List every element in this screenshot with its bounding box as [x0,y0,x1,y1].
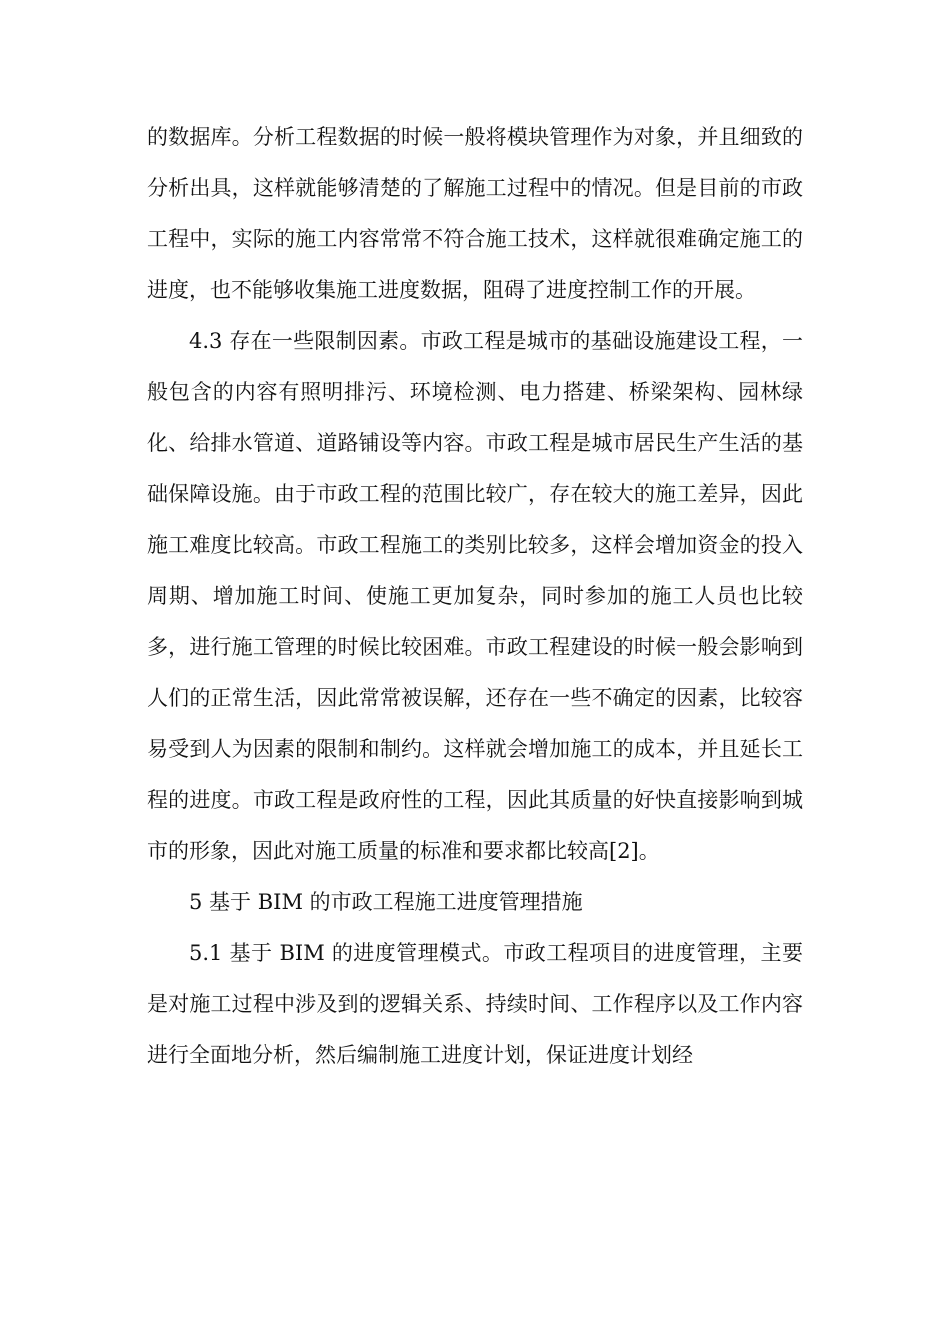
body-paragraph-4-3-limiting-factors: 4.3 存在一些限制因素。市政工程是城市的基础设施建设工程，一般包含的内容有照明排污、环境检测、电力搭建、桥梁架构、园林绿化、给排水管道、道路铺设等内容。市政工程是城市居民生产生活的基础保障设施。由于市政工程的范围比较广，存在较大的施工差异，因此施工难度比较高。市政工程施工的类别比较多，这样会增加资金的投入周期、增加施工时间、使施工更加复杂，同时参加的施工人员也比较多，进行施工管理的时候比较困难。市政工程建设的时候一般会影响到人们的正常生活，因此常常被误解，还存在一些不确定的因素，比较容易受到人为因素的限制和制约。这样就会增加施工的成本，并且延长工程的进度。市政工程是政府性的工程，因此其质量的好快直接影响到城市的形象，因此对施工质量的标准和要求都比较高[2]。 [147,329,803,863]
body-paragraph-5-1: 5.1 基于 BIM 的进度管理模式。市政工程项目的进度管理，主要是对施工过程中涉及到的逻辑关系、持续时间、工作程序以及工作内容进行全面地分析，然后编制施工进度计划，保证进度计划经 [147,941,803,1067]
body-paragraph-1: 的数据库。分析工程数据的时候一般将模块管理作为对象，并且细致的分析出具，这样就能够清楚的了解施工过程中的情况。但是目前的市政工程中，实际的施工内容常常不符合施工技术，这样就很难确定施工的进度，也不能够收集施工进度数据，阻碍了进度控制工作的开展。 [147,125,803,302]
section-heading-5: 5 基于 BIM 的市政工程施工进度管理措施 [189,890,583,914]
document-body [147,112,803,1081]
